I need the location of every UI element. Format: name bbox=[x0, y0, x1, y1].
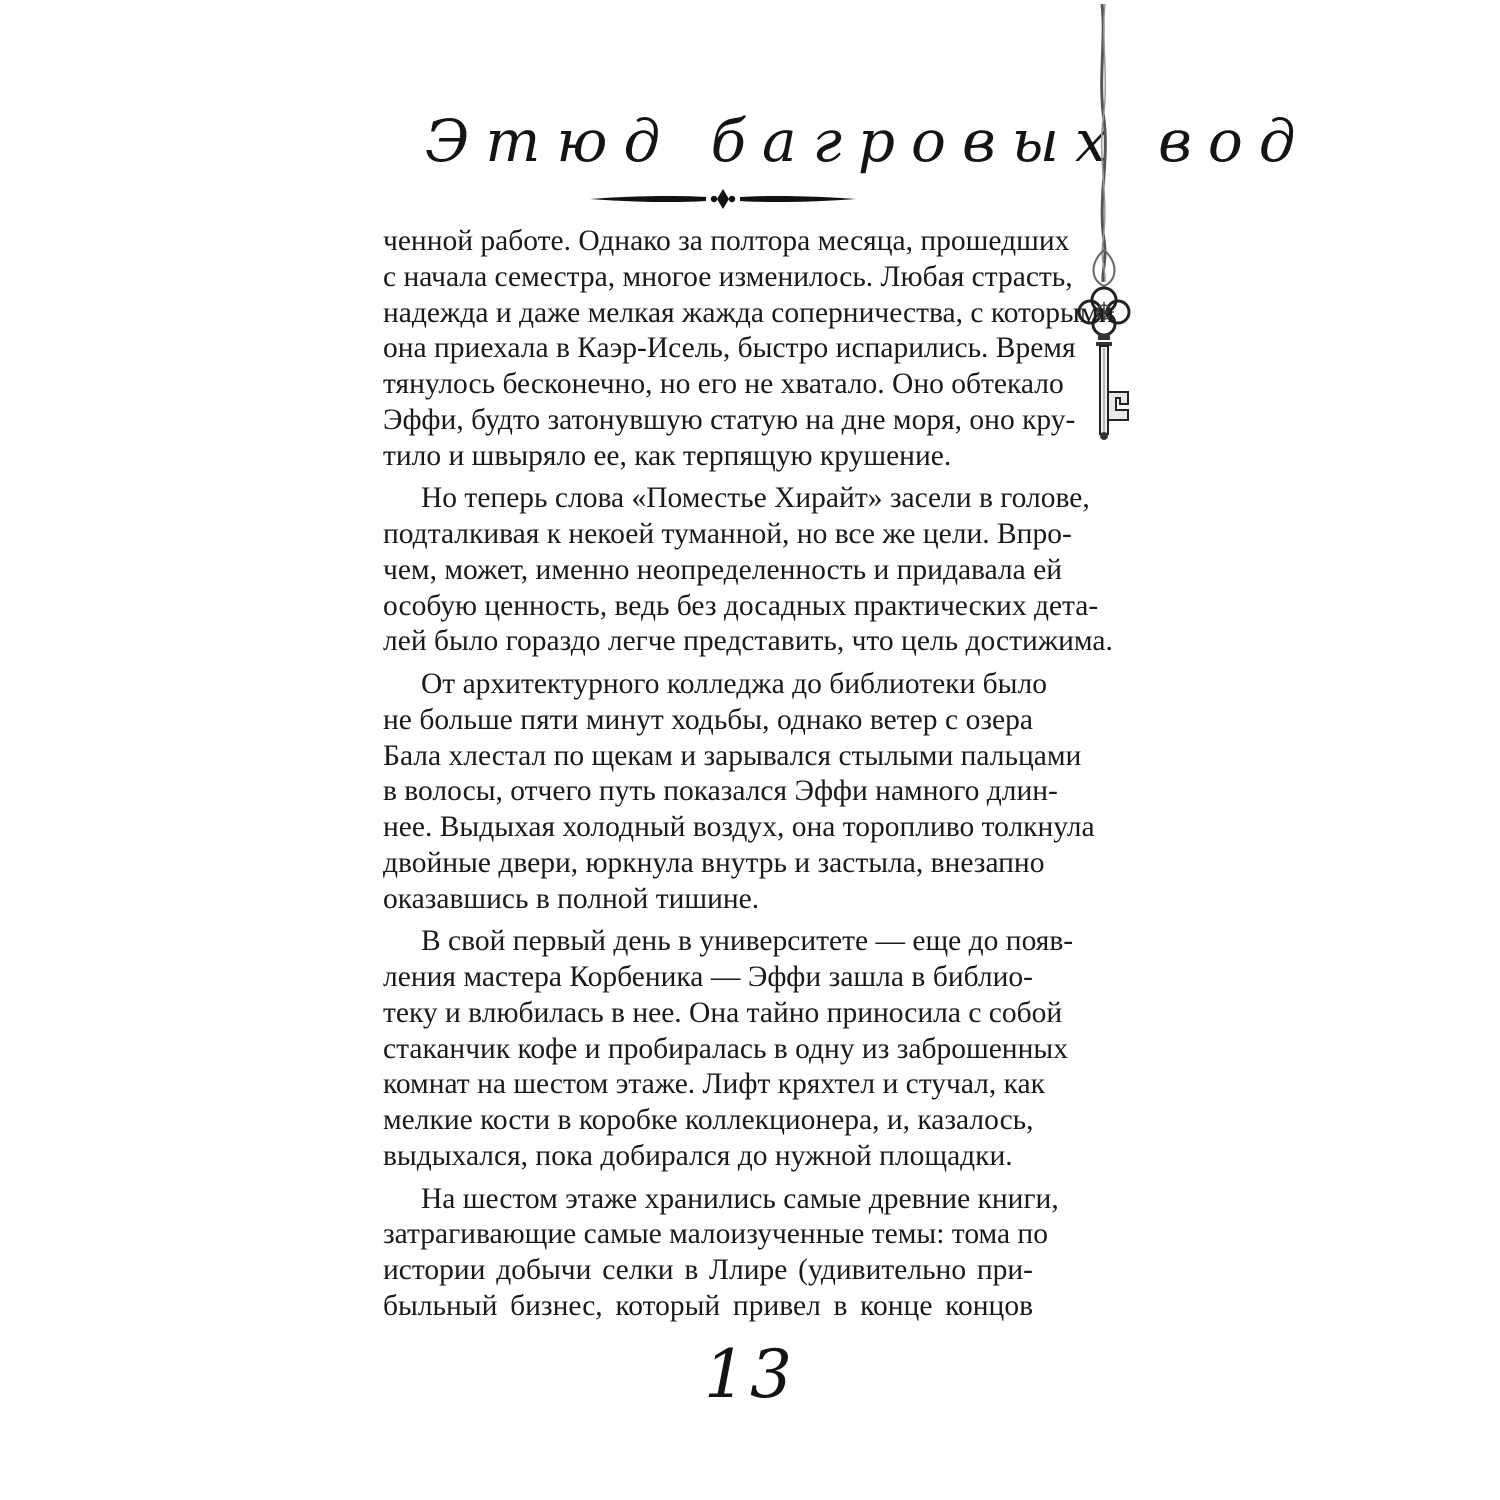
text-line: с начала семестра, многое изменилось. Любая страсть, bbox=[383, 260, 1073, 293]
text-line: комнат на шестом этаже. Лифт кряхтел и стучал, как bbox=[383, 1068, 1045, 1101]
text-line: теку и влюбилась в нее. Она тайно приносила с собой bbox=[383, 996, 1063, 1029]
text-line: На шестом этаже хранились самые древние книги, bbox=[421, 1182, 1059, 1215]
text-line: мелкие кости в коробке коллекционера, и, казалось, bbox=[383, 1104, 1034, 1136]
text-line: затрагивающие самые малоизученные темы: тома по bbox=[383, 1218, 1048, 1251]
text-line: чем, может, именно неопределенность и придавала ей bbox=[383, 553, 1063, 586]
text-line: надежда и даже мелкая жажда соперничества, с которыми bbox=[383, 296, 1115, 329]
text-line: лей было гораздо легче представить, что цель достижима. bbox=[383, 625, 1113, 658]
paragraph-gap bbox=[383, 474, 1033, 481]
text-line: в волосы, отчего путь показался Эффи намного длин- bbox=[383, 775, 1058, 808]
text-line: нее. Выдыхая холодный воздух, она торопливо толкнула bbox=[383, 811, 1095, 843]
paragraph-gap bbox=[383, 660, 1033, 667]
text-line: тило и швыряло ее, как терпящую крушение. bbox=[383, 439, 952, 472]
text-line: тянулось бесконечно, но его не хватало. Оно обтекало bbox=[383, 368, 1064, 400]
page-number: 13 bbox=[704, 1336, 796, 1413]
text-line: ления мастера Корбеника — Эффи зашла в библио- bbox=[383, 961, 1033, 993]
body-text bbox=[383, 224, 1115, 1325]
text-line: Эффи, будто затонувшую статую на дне моря, оно кру- bbox=[383, 403, 1076, 436]
text-line: двойные двери, юркнула внутрь и застыла, внезапно bbox=[383, 846, 1045, 879]
text-line: оказавшись в полной тишине. bbox=[383, 882, 760, 915]
paragraph-gap bbox=[383, 917, 1033, 924]
text-line: ченной работе. Однако за полтора месяца, прошедших bbox=[383, 225, 1070, 257]
text-line: она приехала в Каэр-Исель, быстро испарились. Время bbox=[383, 332, 1076, 365]
text-line: От архитектурного колледжа до библиотеки было bbox=[421, 668, 1047, 700]
text-line: выдыхался, пока добирался до нужной площадки. bbox=[383, 1139, 1013, 1172]
hanging-key-icon bbox=[1060, 0, 1150, 445]
rule-ornament-icon bbox=[588, 186, 858, 212]
paragraph-gap bbox=[383, 1175, 1033, 1182]
text-line: подталкивая к некоей туманной, но все же цели. Впро- bbox=[383, 518, 1072, 550]
text-line: истории добычи селки в Ллире (удивительно при- bbox=[383, 1254, 1033, 1286]
text-line: В свой первый день в университете — еще до появ- bbox=[421, 925, 1074, 958]
text-line: стаканчик кофе и пробиралась в одну из заброшенных bbox=[383, 1032, 1068, 1065]
text-line: не больше пяти минут ходьбы, однако ветер с озера bbox=[383, 703, 1033, 736]
text-line: Но теперь слова «Поместье Хирайт» засели в голове, bbox=[421, 482, 1090, 515]
text-line: быльный бизнес, который привел в конце концов bbox=[383, 1289, 1033, 1322]
text-line: особую ценность, ведь без досадных практических дета- bbox=[383, 589, 1099, 622]
text-line: Бала хлестал по щекам и зарывался стылыми пальцами bbox=[383, 739, 1082, 772]
running-title: Этюд багровых вод bbox=[425, 107, 1312, 175]
